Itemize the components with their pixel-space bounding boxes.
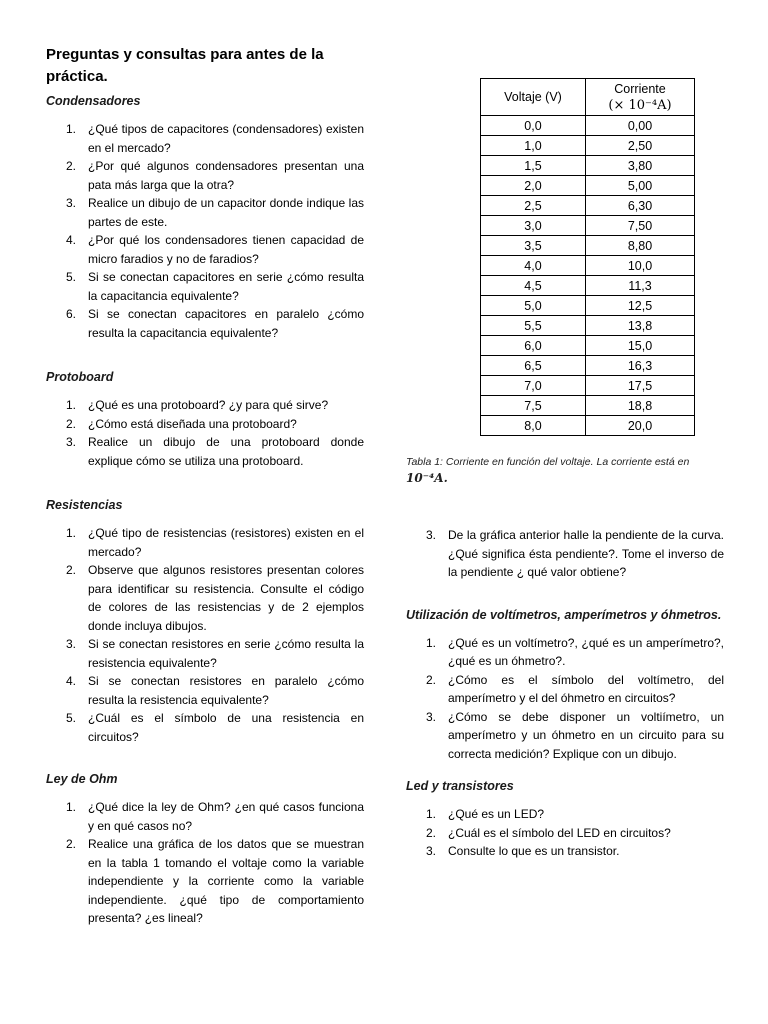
table-header-row (481, 79, 695, 116)
cell-current: 11,3 (586, 276, 695, 296)
list-item: 2. Realice una gráfica de los datos que se muestran en la tabla 1 tomando el voltaje como la variable independiente y la corriente como la variable independiente. ¿qué tipo de comportamiento presenta? ¿es lineal? (66, 837, 364, 925)
cell-voltage: 6,5 (481, 356, 586, 376)
table-row (481, 116, 695, 136)
list-item: 2. ¿Cómo es el símbolo del voltímetro, del amperímetro y el del óhmetro en circuitos? (426, 672, 724, 705)
cell-voltage: 4,0 (481, 256, 586, 276)
table-row (481, 416, 695, 436)
heading-led: Led y transistores (406, 779, 514, 793)
list-item: 5. ¿Cuál es el símbolo de una resistencia en circuitos? (66, 711, 364, 744)
list-item: 3. ¿Cómo se debe disponer un voltiímetro, un amperímetro y un óhmetro en un circuito para su correcta medición? Explique con un dibujo. (426, 709, 724, 761)
table-row (481, 216, 695, 236)
table-row (481, 236, 695, 256)
cell-current: 12,5 (586, 296, 695, 316)
cell-voltage: 0,0 (481, 116, 586, 136)
cell-current: 2,50 (586, 136, 695, 156)
list-led (406, 805, 724, 861)
cell-voltage: 1,5 (481, 156, 586, 176)
cell-voltage: 8,0 (481, 416, 586, 436)
list-item: 1. ¿Qué es un voltímetro?, ¿qué es un amperímetro?, ¿qué es un óhmetro?. (426, 635, 724, 668)
list-medidores (406, 634, 724, 764)
list-resistencias (46, 524, 364, 746)
cell-voltage: 7,0 (481, 376, 586, 396)
table-row (481, 276, 695, 296)
cell-current: 0,00 (586, 116, 695, 136)
data-table (480, 78, 695, 436)
list-item: 1. ¿Qué tipo de resistencias (resistores) existen en el mercado? (66, 526, 364, 559)
cell-voltage: 3,5 (481, 236, 586, 256)
cell-current: 3,80 (586, 156, 695, 176)
table-row (481, 356, 695, 376)
heading-resistencias: Resistencias (46, 498, 123, 512)
cell-voltage: 6,0 (481, 336, 586, 356)
list-item: 1. ¿Qué dice la ley de Ohm? ¿en qué casos funciona y en qué casos no? (66, 800, 364, 833)
table-row (481, 336, 695, 356)
cell-voltage: 4,5 (481, 276, 586, 296)
table-row (481, 376, 695, 396)
header-current: Corriente (× 10⁻⁴A) (586, 79, 695, 116)
cell-current: 15,0 (586, 336, 695, 356)
list-item: 3. De la gráfica anterior halle la pendiente de la curva. ¿Qué significa ésta pendiente?. Tome el inverso de la pendiente ¿ qué valor obtiene? (426, 528, 724, 579)
cell-current: 17,5 (586, 376, 695, 396)
cell-voltage: 2,0 (481, 176, 586, 196)
list-condensadores (46, 120, 364, 342)
list-item: 2. ¿Por qué algunos condensadores presentan una pata más larga que la otra? (66, 159, 364, 192)
cell-voltage: 5,5 (481, 316, 586, 336)
list-item: 3. Realice un dibujo de una protoboard donde explique cómo se utiliza una protoboard. (66, 435, 364, 468)
table-row (481, 296, 695, 316)
left-column (46, 44, 364, 928)
cell-current: 5,00 (586, 176, 695, 196)
cell-voltage: 2,5 (481, 196, 586, 216)
heading-protoboard: Protoboard (46, 370, 114, 384)
cell-current: 13,8 (586, 316, 695, 336)
cell-current: 7,50 (586, 216, 695, 236)
list-protoboard (46, 396, 364, 470)
list-item: 3. Realice un dibujo de un capacitor donde indique las partes de este. (66, 196, 364, 229)
cell-voltage: 1,0 (481, 136, 586, 156)
list-item: 4. ¿Por qué los condensadores tienen capacidad de micro faradios y no de faradios? (66, 233, 364, 266)
table-caption: Tabla 1: Corriente en función del voltaje. La corriente está en 10⁻⁴A. (406, 456, 690, 485)
heading-ley-de-ohm: Ley de Ohm (46, 772, 118, 786)
right-column (406, 526, 724, 861)
list-item: 1. ¿Qué es un LED? (426, 807, 545, 821)
list-ley-de-ohm-cont (406, 526, 724, 582)
heading-condensadores: Condensadores (46, 94, 141, 108)
table-row (481, 396, 695, 416)
cell-current: 8,80 (586, 236, 695, 256)
cell-current: 20,0 (586, 416, 695, 436)
list-item: 3. Si se conectan resistores en serie ¿cómo resulta la resistencia equivalente? (66, 637, 364, 670)
cell-current: 18,8 (586, 396, 695, 416)
list-item: 2. ¿Cuál es el símbolo del LED en circuitos? (426, 825, 671, 840)
cell-current: 10,0 (586, 256, 695, 276)
cell-voltage: 3,0 (481, 216, 586, 236)
list-item: 1. ¿Qué es una protoboard? ¿y para qué sirve? (66, 398, 329, 412)
header-voltage: Voltaje (V) (481, 79, 586, 116)
list-item: 1. ¿Qué tipos de capacitores (condensadores) existen en el mercado? (66, 122, 364, 155)
list-item: 2. Observe que algunos resistores presentan colores para identificar su resistencia. Consulte el código de colores de las resistencias y de 2 ejemplos donde incluya dibujos. (66, 563, 364, 633)
cell-current: 6,30 (586, 196, 695, 216)
page-title-line2: práctica. (46, 68, 108, 85)
list-ley-de-ohm (46, 798, 364, 928)
page-title (46, 44, 364, 88)
table-row (481, 136, 695, 156)
cell-current: 16,3 (586, 356, 695, 376)
page-title-line1: Preguntas y consultas para antes de la (46, 46, 324, 63)
table-row (481, 156, 695, 176)
list-item: 2. ¿Cómo está diseñada una protoboard? (66, 416, 297, 431)
table-row (481, 256, 695, 276)
list-item: 5. Si se conectan capacitores en serie ¿cómo resulta la capacitancia equivalente? (66, 270, 364, 303)
table-row (481, 316, 695, 336)
cell-voltage: 5,0 (481, 296, 586, 316)
list-item: 3. Consulte lo que es un transistor. (426, 844, 620, 858)
list-item: 4. Si se conectan resistores en paralelo ¿cómo resulta la resistencia equivalente? (66, 674, 364, 707)
heading-medidores: Utilización de voltímetros, amperímetros y óhmetros. (406, 607, 722, 622)
table-row (481, 196, 695, 216)
cell-voltage: 7,5 (481, 396, 586, 416)
table-row (481, 176, 695, 196)
list-item: 6. Si se conectan capacitores en paralelo ¿cómo resulta la capacitancia equivalente? (66, 307, 364, 340)
